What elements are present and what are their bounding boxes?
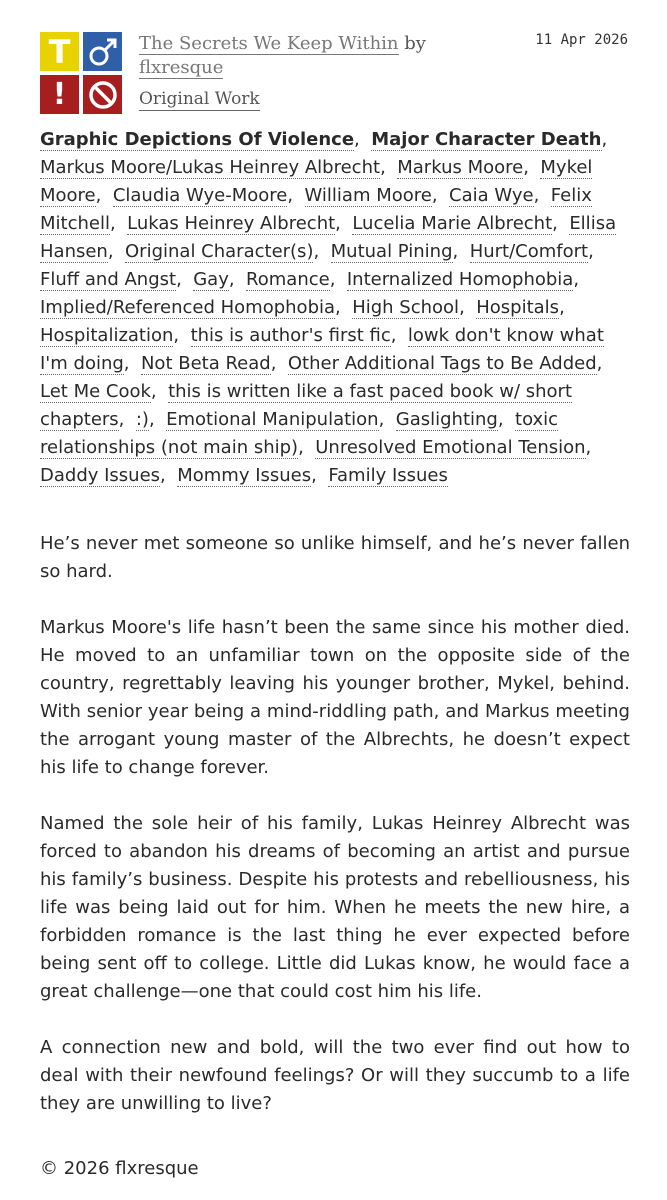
fandom-link[interactable]: Original Work xyxy=(139,89,260,109)
tag-separator: , xyxy=(596,353,609,374)
freeform-tag[interactable]: Lucelia Marie Albrecht xyxy=(352,213,553,234)
freeform-tag[interactable]: toxic relationships (not main ship) xyxy=(40,409,559,458)
freeform-tag[interactable]: Gaslighting xyxy=(395,409,498,430)
tag-separator: , xyxy=(585,437,597,458)
tag-separator: , xyxy=(452,241,470,262)
tag-separator: , xyxy=(573,269,585,290)
freeform-tag[interactable]: High School xyxy=(352,297,460,318)
tag-separator: , xyxy=(298,437,316,458)
warning-tag[interactable]: Major Character Death xyxy=(371,129,602,150)
freeform-tag[interactable]: Mykel Moore xyxy=(40,157,593,206)
freeform-tag[interactable]: Caia Wye xyxy=(449,185,534,206)
tag-separator: , xyxy=(459,297,477,318)
freeform-tag[interactable]: Claudia Wye-Moore xyxy=(112,185,288,206)
tag-separator: , xyxy=(523,157,541,178)
freeform-tag[interactable]: Hospitals xyxy=(476,297,560,318)
freeform-tag[interactable]: Emotional Manipulation xyxy=(166,409,379,430)
tag-separator: , xyxy=(287,185,305,206)
work-title-link[interactable]: The Secrets We Keep Within xyxy=(139,33,399,54)
tag-separator: , xyxy=(601,129,613,150)
freeform-tag[interactable]: Let Me Cook xyxy=(40,381,151,402)
tag-separator: , xyxy=(109,213,128,234)
tag-separator: , xyxy=(378,409,396,430)
freeform-tag[interactable]: :) xyxy=(135,409,149,430)
tag-separator: , xyxy=(588,241,600,262)
freeform-tag[interactable]: Internalized Homophobia xyxy=(346,269,574,290)
freeform-tag[interactable]: Gay xyxy=(193,269,229,290)
male-male-symbol-icon xyxy=(85,34,121,70)
summary-paragraph: Named the sole heir of his family, Lukas Heinrey Albrecht was forced to abandon his dreams of becoming an artist and pursue his family’s business. Despite his protests and rebelliousness, his life was being laid out for him. When he meets the new hire, a forbidden romance is the last thing he ever expected before being sent off to college. Little did Lukas know, he would face a great challenge—one that could cost him his life. xyxy=(40,813,630,1002)
freeform-tag[interactable]: Mommy Issues xyxy=(177,465,312,486)
tag-separator: , xyxy=(533,185,551,206)
tag-separator: , xyxy=(270,353,288,374)
tag-separator: , xyxy=(431,185,450,206)
freeform-tag[interactable]: Markus Moore xyxy=(397,157,524,178)
freeform-tag[interactable]: Mutual Pining xyxy=(330,241,453,262)
tag-separator: , xyxy=(107,241,126,262)
summary-paragraph: Markus Moore's life hasn’t been the same since his mother died. He moved to an unfamiliar town on the opposite side of the country, regrettably leaving his younger brother, Mykel, behind. With senior year being a mind-riddling path, and Markus meeting the arrogant young master of the Albrechts, he doesn’t expect his life to change forever. xyxy=(40,617,630,778)
tag-separator: , xyxy=(329,269,347,290)
warning-icon[interactable]: ! xyxy=(40,75,79,114)
tag-separator: , xyxy=(123,353,141,374)
tag-separator: , xyxy=(118,409,136,430)
tag-separator: , xyxy=(380,157,398,178)
freeform-tag[interactable]: Hospitalization xyxy=(40,325,174,346)
freeform-tag[interactable]: Daddy Issues xyxy=(40,465,161,486)
tag-separator: , xyxy=(160,465,178,486)
freeform-tag[interactable]: Implied/Referenced Homophobia xyxy=(40,297,336,318)
copyright-notice: © 2026 flxresque xyxy=(40,1158,199,1179)
tag-separator: , xyxy=(552,213,570,234)
tag-separator: , xyxy=(335,297,353,318)
tag-separator: , xyxy=(173,325,191,346)
tag-separator: , xyxy=(390,325,408,346)
freeform-tag[interactable]: Lukas Heinrey Albrecht xyxy=(127,213,336,234)
freeform-tag[interactable]: Romance xyxy=(246,269,330,290)
freeform-tag[interactable]: lowk don't know what I'm doing xyxy=(40,325,604,374)
tag-separator: , xyxy=(354,129,372,150)
freeform-tag[interactable]: Other Additional Tags to Be Added xyxy=(287,353,597,374)
freeform-tag[interactable]: Family Issues xyxy=(328,465,448,486)
tags-list xyxy=(40,126,630,490)
tag-separator: , xyxy=(311,465,329,486)
tag-separator: , xyxy=(335,213,353,234)
freeform-tag[interactable]: Not Beta Read xyxy=(140,353,271,374)
freeform-tag[interactable]: this is written like a fast paced book w/ short chapters xyxy=(40,381,572,430)
work-header xyxy=(40,32,640,116)
work-summary xyxy=(40,530,630,1146)
tag-separator: , xyxy=(313,241,331,262)
warning-tag[interactable]: Graphic Depictions Of Violence xyxy=(40,129,355,150)
publish-date: 11 Apr 2026 xyxy=(535,32,628,48)
tag-separator: , xyxy=(95,185,113,206)
tag-separator: , xyxy=(148,409,167,430)
freeform-tag[interactable]: Markus Moore/Lukas Heinrey Albrecht xyxy=(40,157,381,178)
title-line xyxy=(139,32,439,80)
prohibited-symbol-icon xyxy=(85,77,121,113)
category-mm-icon[interactable] xyxy=(83,32,122,71)
author-link[interactable]: flxresque xyxy=(139,57,224,78)
work-in-progress-icon[interactable] xyxy=(83,75,122,114)
rating-teen-icon[interactable]: T xyxy=(40,32,79,71)
freeform-tag[interactable]: Original Character(s) xyxy=(125,241,314,262)
freeform-tag[interactable]: Hurt/Comfort xyxy=(469,241,589,262)
tag-separator: , xyxy=(228,269,247,290)
freeform-tag[interactable]: Felix Mitchell xyxy=(40,185,592,234)
by-label: by xyxy=(404,33,426,54)
tag-separator: , xyxy=(176,269,194,290)
required-tags xyxy=(40,32,124,116)
summary-paragraph: He’s never met someone so unlike himself, and he’s never fallen so hard. xyxy=(40,533,630,582)
tag-separator: , xyxy=(150,381,169,402)
tag-separator: , xyxy=(559,297,571,318)
freeform-tag[interactable]: Ellisa Hansen xyxy=(40,213,617,262)
tag-separator: , xyxy=(497,409,516,430)
freeform-tag[interactable]: this is author's first fic xyxy=(190,325,391,346)
summary-paragraph: A connection new and bold, will the two ever find out how to deal with their newfound feelings? Or will they succumb to a life they are unwilling to live? xyxy=(40,1037,630,1114)
freeform-tag[interactable]: Unresolved Emotional Tension xyxy=(315,437,586,458)
freeform-tag[interactable]: Fluff and Angst xyxy=(40,269,177,290)
freeform-tag[interactable]: William Moore xyxy=(304,185,432,206)
